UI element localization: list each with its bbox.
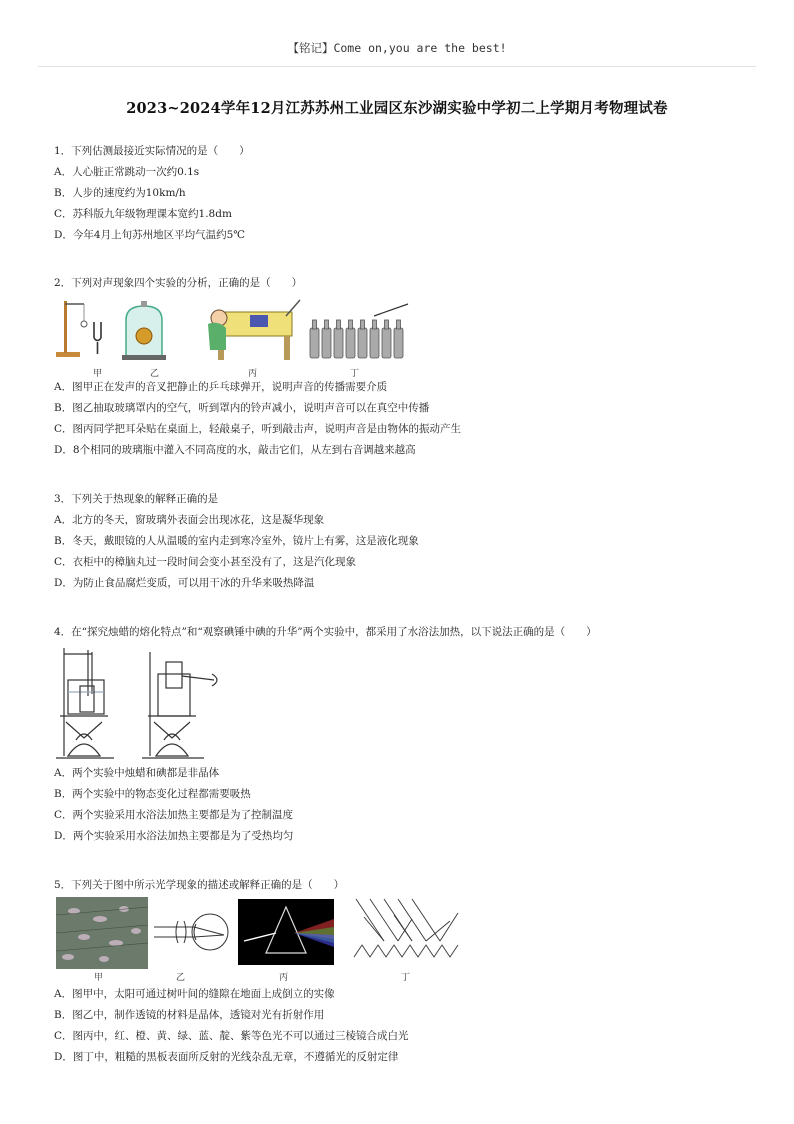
option-d: D．今年4月上旬苏州地区平均气温约5℃ <box>54 229 246 241</box>
option-d: D．为防止食品腐烂变质，可以用干冰的升华来吸热降温 <box>54 577 315 589</box>
option-d: D．两个实验采用水浴法加热主要都是为了受热均匀 <box>54 830 294 842</box>
caption-yi: 乙 <box>150 369 160 379</box>
option-a: A．人心脏正常跳动一次约0.1s <box>54 166 200 178</box>
option-a: A．图甲中，太阳可通过树叶间的缝隙在地面上成倒立的实像 <box>54 988 335 1000</box>
question-stem: 5．下列关于图中所示光学现象的描述或解释正确的是（ ） <box>54 879 345 891</box>
option-b: B．人步的速度约为10km/h <box>54 187 186 199</box>
question-3 <box>54 489 754 594</box>
question-stem: 3．下列关于热现象的解释正确的是 <box>54 493 219 505</box>
caption-bing: 丙 <box>248 369 258 379</box>
sound-experiments-figure <box>54 298 414 366</box>
option-b: B．图乙中，制作透镜的材料是晶体，透镜对光有折射作用 <box>54 1009 325 1021</box>
optics-figure <box>54 897 474 969</box>
question-stem: 1．下列估测最接近实际情况的是（ ） <box>54 145 250 157</box>
option-d: D．8个相同的玻璃瓶中灌入不同高度的水，敲击它们，从左到右音调越来越高 <box>54 444 416 456</box>
header-motto: 【铭记】Come on,you are the best! <box>287 41 507 55</box>
option-c: C．两个实验采用水浴法加热主要都是为了控制温度 <box>54 809 294 821</box>
caption-ding: 丁 <box>401 973 411 983</box>
option-c: C．图丙中，红、橙、黄、绿、蓝、靛、紫等色光不可以通过三棱镜合成白光 <box>54 1030 409 1042</box>
question-5-options <box>54 984 754 1068</box>
question-2-stem-wrap <box>54 273 754 294</box>
question-stem: 2．下列对声现象四个实验的分析，正确的是（ ） <box>54 277 303 289</box>
caption-ding: 丁 <box>350 369 360 379</box>
question-4-options <box>54 763 754 847</box>
option-b: B．图乙抽取玻璃罩内的空气，听到罩内的铃声减小，说明声音可以在真空中传播 <box>54 402 430 414</box>
question-1 <box>54 141 754 246</box>
option-c: C．图丙同学把耳朵贴在桌面上，轻敲桌子，听到敲击声，说明声音是由物体的振动产生 <box>54 423 462 435</box>
question-2-options <box>54 377 754 461</box>
water-bath-figure <box>54 644 234 762</box>
option-a: A．两个实验中烛蜡和碘都是非晶体 <box>54 767 220 779</box>
option-c: C．衣柜中的樟脑丸过一段时间会变小甚至没有了，这是汽化现象 <box>54 556 357 568</box>
page-title: 2023~2024学年12月江苏苏州工业园区东沙湖实验中学初二上学期月考物理试卷 <box>126 100 668 117</box>
option-d: D．图丁中，粗糙的黑板表面所反射的光线杂乱无章，不遵循光的反射定律 <box>54 1051 399 1063</box>
option-a: A．北方的冬天，窗玻璃外表面会出现冰花，这是凝华现象 <box>54 514 325 526</box>
caption-bing: 丙 <box>279 973 289 983</box>
option-b: B．冬天，戴眼镜的人从温暖的室内走到寒冷室外，镜片上有雾，这是液化现象 <box>54 535 419 547</box>
header-divider <box>38 66 756 67</box>
option-c: C．苏科版九年级物理课本宽约1.8dm <box>54 208 232 220</box>
question-stem: 4．在“探究烛蜡的熔化特点”和“观察碘锤中碘的升华”两个实验中，都采用了水浴法加热，以下说法正确的是（ ） <box>54 626 597 638</box>
caption-jia: 甲 <box>93 369 103 379</box>
caption-jia: 甲 <box>94 973 104 983</box>
option-a: A．图甲正在发声的音叉把静止的乒乓球弹开，说明声音的传播需要介质 <box>54 381 388 393</box>
caption-yi: 乙 <box>176 973 186 983</box>
question-4-stem-wrap <box>54 622 754 643</box>
question-5-stem-wrap <box>54 875 754 896</box>
option-b: B．两个实验中的物态变化过程都需要吸热 <box>54 788 251 800</box>
